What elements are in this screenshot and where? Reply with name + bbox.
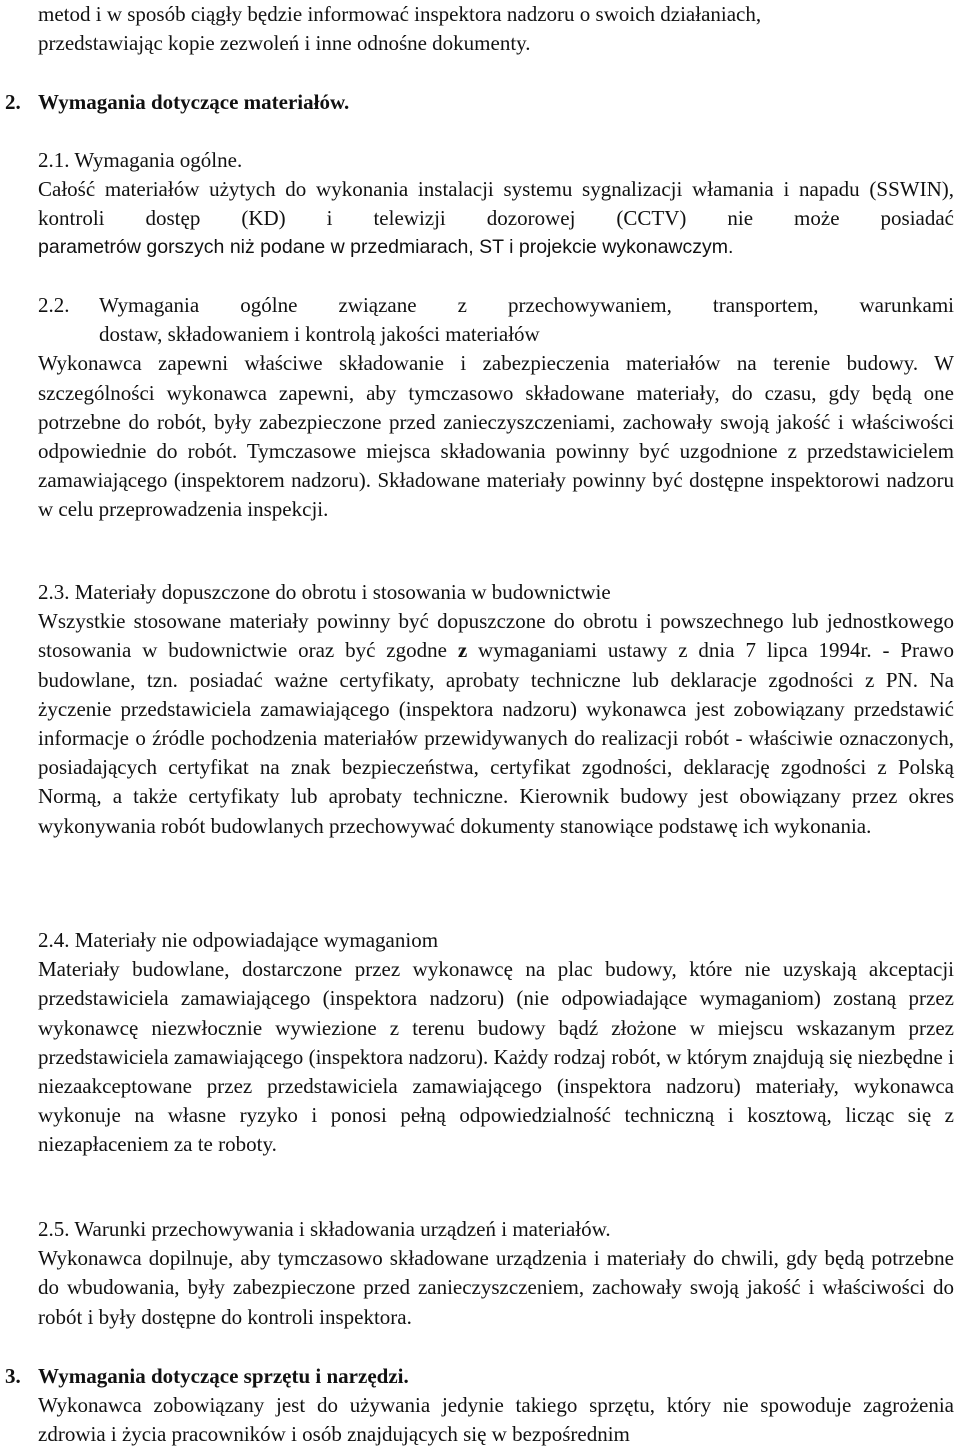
subsection-2-5-body-text: Wykonawca dopilnuje, aby tymczasowo składowane urządzenia i materiały do chwili, gdy będą potrzebne do wbudowania, były zabezpieczone przed zanieczyszczeniem, zachowały swoją jakość i właściwości do robót i były dostępne do kontroli inspektora. (38, 1246, 954, 1329)
subsection-2-3 (38, 578, 954, 841)
subsection-2-1-body-b-text: parametrów gorszych niż podane w przedmiarach, ST i projekcie wykonawczym. (38, 236, 734, 258)
section-3-body-text: Wykonawca zobowiązany jest do używania jedynie takiego sprzętu, który nie spowoduje zagrożenia zdrowia i życia pracowników i osób znajdujących się w bezpośrednim (38, 1393, 954, 1447)
subsection-2-3-heading (38, 578, 954, 607)
subsection-2-1-heading-text: 2.1. Wymagania ogólne. (38, 148, 243, 172)
subsection-2-1-body-b (38, 233, 954, 262)
subsection-2-2-heading-line-1 (38, 291, 954, 320)
subsection-2-5-heading-text: 2.5. Warunki przechowywania i składowania urządzeń i materiałów. (38, 1217, 611, 1241)
subsection-2-4-body (38, 955, 954, 1159)
intro-line-2 (38, 29, 954, 58)
subsection-2-3-body-bold: z (457, 638, 468, 663)
subsection-2-1-heading (38, 146, 954, 175)
subsection-2-4 (38, 926, 954, 1160)
section-3-number: 3. (5, 1364, 21, 1388)
subsection-2-5-body (38, 1244, 954, 1332)
subsection-2-2-body-text: Wykonawca zapewni właściwe składowanie i zabezpieczenia materiałów na terenie budowy. W szczególności wykonawca zapewni, aby tymczasowo składowane materiały, do czasu, gdy będą one potrzebne do robót, były zabezpieczone przed zanieczyszczeniami, zachowały swoją jakość i właściwości odpowiednie do robót. Tymczasowe miejsca składowania powinny być uzgodnione z przedstawicielem zamawiającego (inspektorem nadzoru). Składowane materiały powinny być dostępne inspektorowi nadzoru w celu przeprowadzenia inspekcji. (38, 351, 954, 522)
subsection-2-4-body-text: Materiały budowlane, dostarczone przez wykonawcę na plac budowy, które nie uzyskają akceptacji przedstawiciela zamawiającego (inspektora nadzoru) (nie odpowiadające wymaganiom) zostaną przez wykonawcę niezwłocznie wywiezione z terenu budowy bądź złożone w miejscu wskazanym przez przedstawiciela zamawiającego (inspektora nadzoru). Każdy rodzaj robót, w którym znajdują się niezbędne i niezaakceptowane przez przedstawiciela zamawiającego (inspektora nadzoru) materiały, wykonawca wykonuje na własne ryzyko i ponosi pełną odpowiedzialność techniczną i kosztową, licząc się z niezapłaceniem za te roboty. (38, 957, 954, 1157)
subsection-2-4-heading-text: 2.4. Materiały nie odpowiadające wymaganiom (38, 928, 439, 952)
subsection-2-4-heading (38, 926, 954, 955)
subsection-2-3-body (38, 607, 954, 841)
subsection-2-2-heading-line-2 (38, 320, 954, 349)
intro-line-1 (38, 0, 954, 29)
subsection-2-1-body-a-text: Całość materiałów użytych do wykonania instalacji systemu sygnalizacji włamania i napadu (SSWIN), kontroli dostęp (KD) i telewizji dozorowej (CCTV) nie może posiadać (38, 177, 954, 231)
subsection-2-2-heading-l1: Wymagania ogólne związane z przechowywaniem, transportem, warunkami (99, 293, 954, 317)
section-2-title: Wymagania dotyczące materiałów. (38, 90, 350, 114)
section-3-body (38, 1391, 954, 1449)
intro-text-1: metod i w sposób ciągły będzie informować inspektora nadzoru o swoich działaniach, (38, 2, 762, 26)
subsection-2-2 (38, 291, 954, 525)
section-3-title: Wymagania dotyczące sprzętu i narzędzi. (38, 1364, 409, 1388)
section-2-number: 2. (5, 90, 21, 114)
subsection-2-3-body-b: wymaganiami ustawy z dnia 7 lipca 1994r. - Prawo budowlane, tzn. posiadać ważne certyfikaty, aprobaty techniczne lub deklaracje zgodności z PN. Na życzenie przedstawiciela zamawiającego (inspektora nadzoru) wykonawca jest zobowiązany przedstawić informacje o źródle pochodzenia materiałów przewidywanych do realizacji robót - właściwie oznaczonych, posiadających certyfikat na znak bezpieczeństwa, certyfikat zgodności, deklarację zgodności z Polską Normą, a także certyfikaty lub aprobaty techniczne. Kierownik budowy jest obowiązany przez okres wykonywania robót budowlanych przechowywać dokumenty stanowiące podstawę ich wykonania. (38, 638, 954, 838)
subsection-2-5-heading (38, 1215, 954, 1244)
subsection-2-2-number: 2.2. (38, 293, 70, 317)
subsection-2-3-heading-text: 2.3. Materiały dopuszczone do obrotu i stosowania w budownictwie (38, 580, 611, 604)
subsection-2-2-heading-l2: dostaw, składowaniem i kontrolą jakości materiałów (99, 322, 540, 347)
subsection-2-3-body-a: Wszystkie stosowane materiały powinny być dopuszczone do obrotu i powszechnego lub jednostkowego stosowania w budownictwie oraz być zgodne (38, 609, 954, 663)
intro-text-2: przedstawiając kopie zezwoleń i inne odnośne dokumenty. (38, 31, 531, 55)
subsection-2-1-body-a (38, 175, 954, 233)
subsection-2-5 (38, 1215, 954, 1332)
subsection-2-2-body (38, 349, 954, 524)
